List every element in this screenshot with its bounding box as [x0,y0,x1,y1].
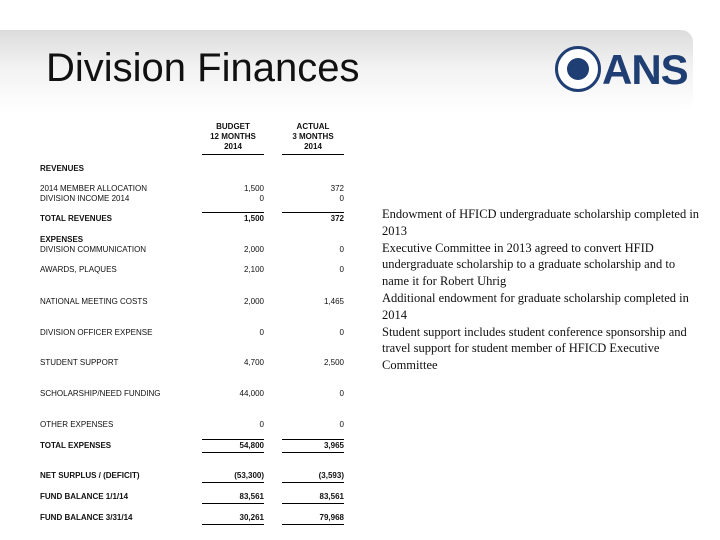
note-item: Executive Committee in 2013 agreed to convert HFID undergraduate scholarship to a graduate scholarship and to name it for Robert Uhrig [382,240,676,289]
row-label: AWARDS, PLAQUES [40,265,117,274]
row-label: TOTAL EXPENSES [40,441,112,450]
total-rule [202,212,264,213]
notes-list [382,206,704,374]
ans-logo [555,46,688,98]
budget-value: 0 [259,328,264,337]
actual-value: 0 [339,389,344,398]
underline-rule [282,482,344,483]
budget-value: (53,300) [234,471,264,480]
actual-value: 83,561 [319,492,344,501]
budget-value: 0 [259,420,264,429]
actual-value: (3,593) [318,471,344,480]
actual-value: 79,968 [319,513,344,522]
budget-value: 0 [259,194,264,203]
row-label: NET SURPLUS / (DEFICIT) [40,471,140,480]
table-row [38,441,348,451]
underline-rule [202,503,264,504]
budget-value: 4,700 [243,358,264,367]
note-item: Additional endowment for graduate scholarship completed in 2014 [382,290,689,322]
underline-rule [202,524,264,525]
budget-value: 1,500 [243,184,264,193]
total-rule [202,439,264,440]
actual-value: 3,965 [323,441,344,450]
table-row [38,245,348,255]
underline-rule [282,452,344,453]
actual-value: 2,500 [323,358,344,367]
budget-value: 1,500 [243,214,264,223]
budget-value: 2,000 [243,297,264,306]
budget-value: 44,000 [239,389,264,398]
underline-rule [202,452,264,453]
row-label: FUND BALANCE 1/1/14 [40,492,129,501]
row-label: OTHER EXPENSES [40,420,114,429]
row-label: TOTAL REVENUES [40,214,113,223]
budget-column-header: BUDGET 12 MONTHS 2014 [202,122,264,155]
actual-value: 0 [339,245,344,254]
actual-value: 0 [339,265,344,274]
row-label: DIVISION COMMUNICATION [40,245,147,254]
table-row [38,297,348,307]
table-row [38,194,348,204]
actual-value: 1,465 [323,297,344,306]
row-label: 2014 MEMBER ALLOCATION [40,184,147,193]
actual-value: 0 [339,420,344,429]
row-label: DIVISION INCOME 2014 [40,194,130,203]
actual-value: 0 [339,194,344,203]
row-label: STUDENT SUPPORT [40,358,119,367]
table-row [38,214,348,224]
table-row [38,389,348,399]
budget-value: 30,261 [239,513,264,522]
row-label: NATIONAL MEETING COSTS [40,297,148,306]
table-row [38,471,348,481]
actual-value: 0 [339,328,344,337]
note-item: Endowment of HFICD undergraduate scholarship completed in 2013 [382,207,700,238]
table-row [38,184,348,194]
table-row [38,265,348,275]
ans-logo-text: ANS [602,46,688,93]
row-label: FUND BALANCE 3/31/14 [40,513,133,522]
budget-value: 2,000 [243,245,264,254]
row-label: REVENUES [40,164,85,173]
underline-rule [202,482,264,483]
underline-rule [282,503,344,504]
budget-value: 83,561 [239,492,264,501]
row-label: SCHOLARSHIP/NEED FUNDING [40,389,161,398]
underline-rule [282,524,344,525]
table-row [38,328,348,338]
budget-value: 54,800 [239,441,264,450]
table-row [38,358,348,368]
table-row [38,420,348,430]
note-item: Student support includes student conference sponsorship and travel support for student member of HFICD Executive Committee [382,324,687,373]
table-row [38,513,348,523]
actual-column-header: ACTUAL 3 MONTHS 2014 [282,122,344,155]
total-rule [282,212,344,213]
slide-title: Division Finances [46,46,360,90]
ans-seal-icon [555,46,601,92]
table-row [38,492,348,502]
table-row [38,164,348,174]
total-rule [282,439,344,440]
table-row [38,235,348,245]
actual-value: 372 [330,184,344,193]
budget-value: 2,100 [243,265,264,274]
row-label: EXPENSES [40,235,84,244]
actual-value: 372 [330,214,344,223]
row-label: DIVISION OFFICER EXPENSE [40,328,153,337]
